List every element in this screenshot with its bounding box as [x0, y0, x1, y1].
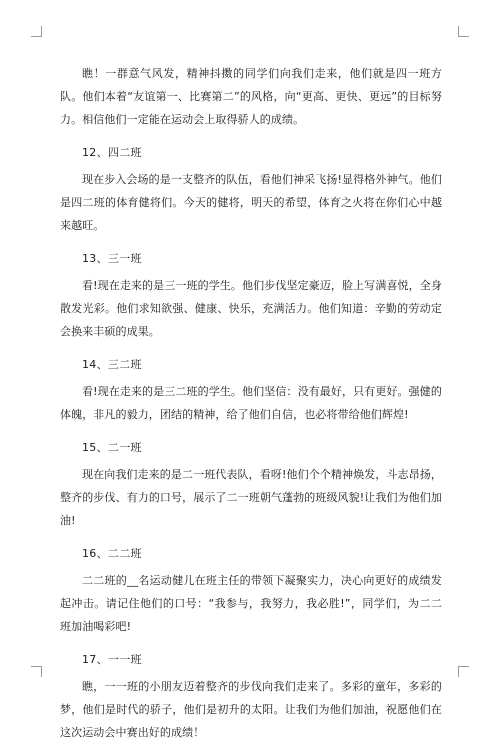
heading-class-2-2: 16、二二班: [82, 547, 142, 560]
bottom-left-margin-mark: [31, 666, 42, 677]
paragraph-class-2-1: 现在向我们走来的是二一班代表队，看呀!他们个个精神焕发，斗志昂扬，整齐的步伐、有力的口号，展示了二一班朝气蓬勃的班级风貌!让我们为他们加油!: [60, 468, 442, 527]
heading-class-4-2: 12、四二班: [82, 146, 142, 159]
top-right-margin-mark: [458, 26, 469, 37]
heading-class-1-1: 17、一一班: [82, 653, 142, 666]
heading-class-2-1: 15、二一班: [82, 441, 142, 454]
paragraph-class-2-2: 二二班的__名运动健儿在班主任的带领下凝聚实力，决心向更好的成绩发起冲击。请记住他们的口号：“我参与，我努力，我必胜!”，同学们，为二二班加油喝彩吧!: [60, 574, 442, 633]
top-left-margin-mark: [31, 26, 42, 37]
paragraph-class-4-1: 瞧！一群意气风发，精神抖擞的同学们向我们走来，他们就是四一班方队。他们本着“友谊第一、比赛第二”的风格，向“更高、更快、更远”的目标努力。相信他们一定能在运动会上取得骄人的成绩。: [60, 67, 442, 126]
heading-class-3-2: 14、三二班: [82, 358, 142, 371]
paragraph-class-4-2: 现在步入会场的是一支整齐的队伍，看他们神采飞扬!显得格外神气。他们是四二班的体育健将们。今天的健将，明天的希望，体育之火将在你们心中越来越旺。: [60, 173, 442, 232]
document-body: [60, 62, 442, 744]
paragraph-class-3-2: 看!现在走来的是三二班的学生。他们坚信：没有最好，只有更好。强健的体魄，非凡的毅力，团结的精神，给了他们自信，也必将带给他们辉煌!: [60, 385, 442, 421]
bottom-right-margin-mark: [458, 666, 469, 677]
paragraph-class-3-1: 看!现在走来的是三一班的学生。他们步伐坚定豪迈，脸上写满喜悦，全身散发光彩。他们求知欲强、健康、快乐，充满活力。他们知道：辛勤的劳动定会换来丰硕的成果。: [60, 279, 442, 338]
paragraph-class-1-1: 瞧，一一班的小朋友迈着整齐的步伐向我们走来了。多彩的童年，多彩的梦，他们是时代的骄子，他们是初升的太阳。让我们为他们加油，祝愿他们在这次运动会中赛出好的成绩！: [60, 680, 442, 739]
heading-class-3-1: 13、三一班: [82, 252, 142, 265]
